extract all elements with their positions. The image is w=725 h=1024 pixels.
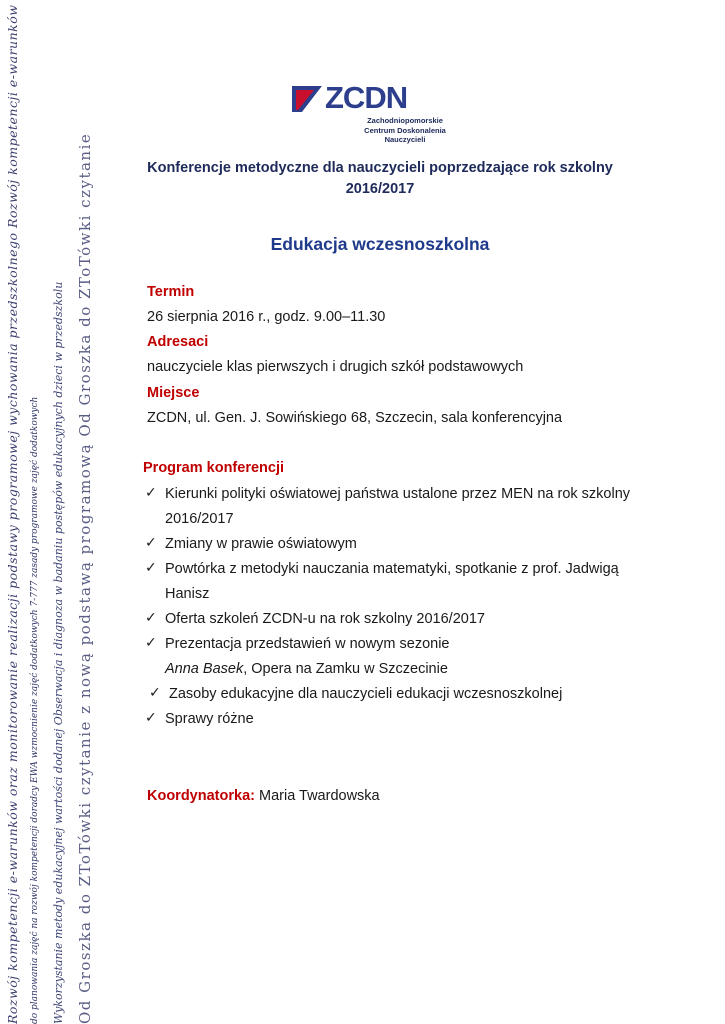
- program-item-text: Kierunki polityki oświatowej państwa ustalone przez MEN na rok szkolny: [165, 486, 631, 502]
- page-title: Edukacja wczesnoszkolna: [270, 234, 490, 254]
- checkmark-icon: ✓: [145, 609, 157, 625]
- logo-subtitle-line: Zachodniopomorskie: [367, 116, 443, 125]
- termin-value: 26 sierpnia 2016 r., godz. 9.00–11.30: [147, 309, 386, 325]
- decorative-handwriting-line: Od Groszka do ZToTówki czytanie z nową podstawą programową Od Groszka do ZToTówki czytanie: [76, 132, 94, 1024]
- program-item: [141, 559, 661, 609]
- program-item-text: [165, 659, 661, 684]
- program-item-text: Zasoby edukacyjne dla nauczycieli edukacji wczesnoszkolnej: [169, 686, 563, 702]
- program-item-text: Powtórka z metodyki nauczania matematyki, spotkanie z prof. Jadwigą: [165, 561, 619, 577]
- conference-series-year: 2016/2017: [345, 181, 415, 197]
- coordinator-name: Maria Twardowska: [259, 788, 380, 804]
- program-item: [141, 684, 661, 709]
- decorative-handwriting-line: do planowania zajęć na rozwój kompetencji doradcy EWA wzmocnienie zajęć dodatkowych 7-777 zasady programowe zajęć dodatkowych: [30, 396, 40, 1024]
- logo-name: ZCDN: [325, 80, 408, 115]
- checkmark-icon: ✓: [145, 559, 157, 575]
- program-item-text: 2016/2017: [165, 511, 234, 527]
- adresaci-value: nauczyciele klas pierwszych i drugich szkół podstawowych: [147, 359, 524, 375]
- zcdn-logo-mark-icon: [292, 86, 326, 112]
- termin-label: Termin: [147, 284, 195, 300]
- checkmark-icon: ✓: [145, 484, 157, 500]
- program-item-text: Oferta szkoleń ZCDN-u na rok szkolny 2016/2017: [165, 611, 485, 627]
- checkmark-icon: ✓: [145, 534, 157, 550]
- program-list: [141, 484, 661, 734]
- program-item-text: Prezentacja przedstawień w nowym sezonie: [165, 636, 450, 652]
- checkmark-icon: ✓: [145, 709, 157, 725]
- conference-series-title: [100, 158, 660, 200]
- program-item-text: Sprawy różne: [165, 711, 254, 727]
- logo-subtitle: [350, 116, 460, 145]
- miejsce-value: ZCDN, ul. Gen. J. Sowińskiego 68, Szczecin, sala konferencyjna: [147, 410, 563, 426]
- zcdn-logo: [292, 80, 446, 144]
- program-label: Program konferencji: [143, 460, 285, 476]
- decorative-handwriting-line: Rozwój kompetencji e-warunków oraz monitorowanie realizacji podstawy programowej wychowania przedszkolnego Rozwój kompetencji e-warunków: [5, 4, 20, 1024]
- coordinator: [147, 788, 380, 804]
- program-item: [141, 634, 661, 684]
- adresaci-label: Adresaci: [147, 334, 209, 350]
- program-item-text: Hanisz: [165, 586, 210, 602]
- logo-subtitle-line: Centrum Doskonalenia Nauczycieli: [364, 125, 446, 144]
- program-item-text: Zmiany w prawie oświatowym: [165, 536, 357, 552]
- coordinator-label: Koordynatorka:: [147, 788, 255, 804]
- checkmark-icon: ✓: [145, 634, 157, 650]
- checkmark-icon: ✓: [149, 684, 161, 700]
- decorative-handwriting-line: Wykorzystanie metody edukacyjnej wartości dodanej Obserwacja i diagnoza w badaniu postępów edukacyjnych dzieci w przedszkolu: [52, 281, 65, 1024]
- program-item: [141, 484, 661, 534]
- conference-series-title-line: Konferencje metodyczne dla nauczycieli poprzedzające rok szkolny: [147, 160, 613, 176]
- miejsce-label: Miejsce: [147, 385, 200, 401]
- program-item: [141, 709, 661, 734]
- performer-name: Anna Basek: [165, 661, 244, 677]
- decorative-side-border: [0, 0, 100, 1024]
- program-item: [141, 609, 661, 634]
- program-item: [141, 534, 661, 559]
- performer-venue: , Opera na Zamku w Szczecinie: [243, 661, 448, 677]
